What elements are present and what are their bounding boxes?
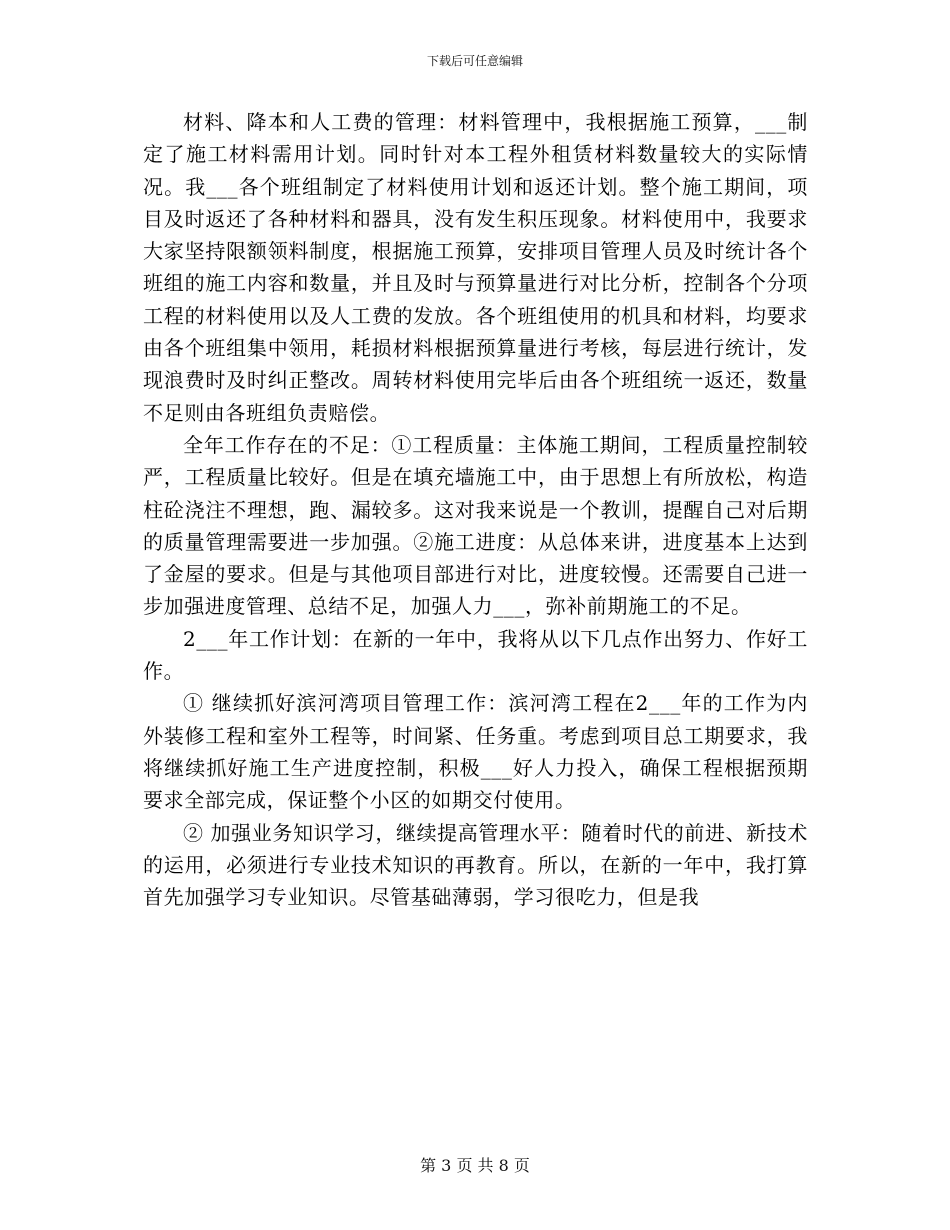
paragraph-plan-intro: 2___年工作计划：在新的一年中，我将从以下几点作出努力、作好工作。: [143, 626, 808, 684]
document-body: [143, 106, 808, 913]
paragraph-shortcomings: 全年工作存在的不足：①工程质量：主体施工期间，工程质量控制较严，工程质量比较好。但是在填充墙施工中，由于思想上有所放松，构造柱砼浇注不理想，跑、漏较多。这对我来说是一个教训，提醒自己对后期的质量管理需要进一步加强。②施工进度：从总体来讲，进度基本上达到了金屋的要求。但是与其他项目部进行对比，进度较慢。还需要自己进一步加强进度管理、总结不足，加强人力___，弥补前期施工的不足。: [143, 432, 808, 619]
page-footer: 第 3 页 共 8 页: [420, 1156, 530, 1175]
paragraph-plan-item-2: ② 加强业务知识学习，继续提高管理水平：随着时代的前进、新技术的运用，必须进行专业技术知识的再教育。所以，在新的一年中，我打算首先加强学习专业知识。尽管基础薄弱，学习很吃力，但是我: [143, 820, 808, 910]
page-header: 下载后可任意编辑: [426, 54, 523, 68]
paragraph-materials: 材料、降本和人工费的管理：材料管理中，我根据施工预算，___制定了施工材料需用计划。同时针对本工程外租赁材料数量较大的实际情况。我___各个班组制定了材料使用计划和返还计划。整个施工期间，项目及时返还了各种材料和器具，没有发生积压现象。材料使用中，我要求大家坚持限额领料制度，根据施工预算，安排项目管理人员及时统计各个班组的施工内容和数量，并且及时与预算量进行对比分析，控制各个分项工程的材料使用以及人工费的发放。各个班组使用的机具和材料，均要求由各个班组集中领用，耗损材料根据预算量进行考核，每层进行统计，发现浪费时及时纠正整改。周转材料使用完毕后由各个班组统一返还，数量不足则由各班组负责赔偿。: [143, 110, 808, 425]
paragraph-plan-item-1: ① 继续抓好滨河湾项目管理工作：滨河湾工程在2___年的工作为内外装修工程和室外工程等，时间紧、任务重。考虑到项目总工期要求，我将继续抓好施工生产进度控制，积极___好人力投入，确保工程根据预期要求全部完成，保证整个小区的如期交付使用。: [143, 691, 808, 813]
